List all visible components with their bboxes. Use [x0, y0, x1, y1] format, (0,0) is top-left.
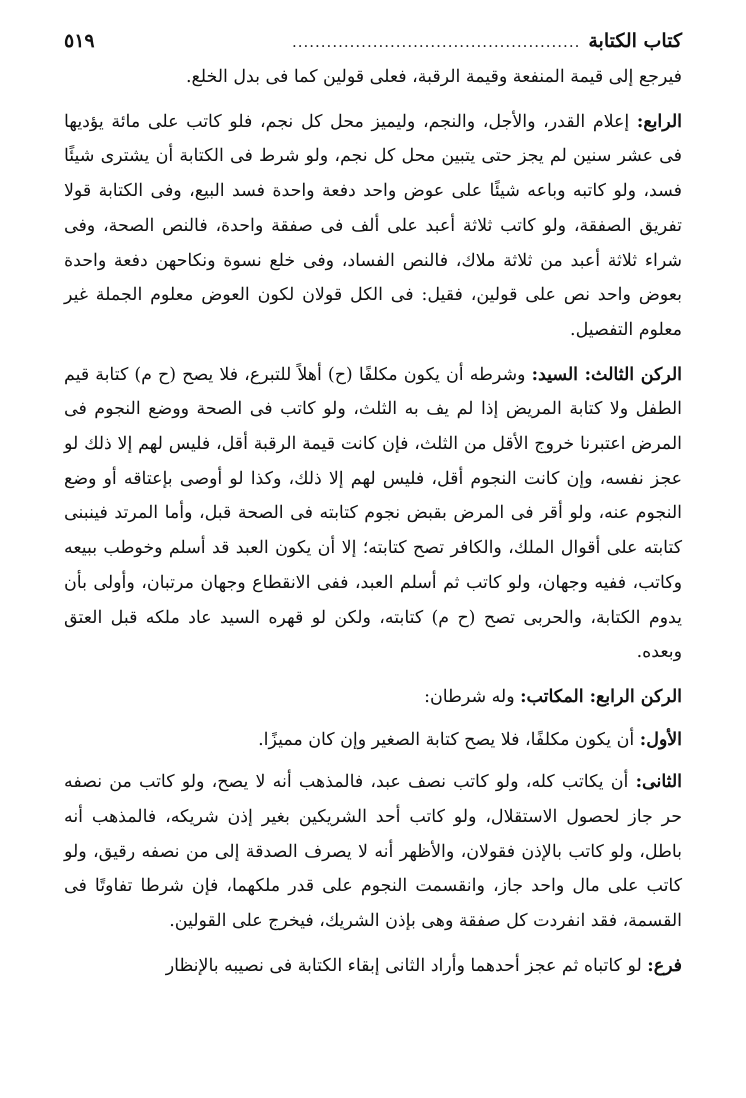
paragraph-text: إعلام القدر، والأجل، والنجم، وليميز محل كل نجم، فلو كاتب على مائة يؤديها فى عشر سنين لم يجز حتى يتبين محل كل نجم، ولو شرط فى الكتابة أن يشترى شيئًا فسد، ولو كاتبه وباعه شيئًا على عوض واحد دفعة واحدة فسد البيع، وفى الكتابة قولا تفريق الصفقة، ولو كاتب ثلاثة أعبد على ألف فى صفقة واحدة، فالنص الصحة، وفى شراء ثلاثة أعبد من ثلاثة ملاك، فالنص الفساد، وفى خلع نسوة ونكاحهن دفعة واحدة بعوض واحد نص على قولين، فقيل: فى الكل قولان لكون العوض معلوم الجملة غير معلوم التفصيل. [64, 111, 682, 340]
paragraph-heading: فرع: [647, 955, 682, 976]
paragraph-second-condition [64, 765, 682, 939]
paragraph-text: لو كاتباه ثم عجز أحدهما وأراد الثانى إبقاء الكتابة فى نصيبه بالإنظار [165, 955, 648, 976]
paragraph-fourth-condition [64, 105, 682, 348]
paragraph-heading: الركن الرابع: المكاتب: [520, 686, 682, 707]
paragraph-text: أن يكون مكلفًا، فلا يصح كتابة الصغير وإن كان مميزًا. [258, 729, 640, 750]
chapter-title: كتاب الكتابة [588, 30, 682, 52]
paragraph-text: وله شرطان: [424, 686, 521, 707]
paragraph-branch [64, 949, 682, 984]
paragraph-text: أن يكاتب كله، ولو كاتب نصف عبد، فالمذهب أنه لا يصح، ولو كاتب من نصفه حر جاز لحصول الاستقلال، ولو كاتب أحد الشريكين بغير إذن شريكه، فالمذهب أنه باطل، ولو كاتب بالإذن فقولان، والأظهر أنه لا يصرف الصدقة إلى من نصفه رقيق، ولو كاتب على مال واحد جاز، وانقسمت النجوم على قدر ملكهما، فإن شرطا تفاوتًا فى القسمة، فقد انفردت كل صفقة وهى بإذن الشريك، فيخرج على القولين. [64, 772, 682, 932]
running-head [64, 26, 682, 60]
paragraph-first-condition [64, 723, 682, 758]
paragraph-fourth-pillar [64, 680, 682, 715]
paragraph-heading: الأول: [639, 729, 682, 750]
leader-dots: .................................................. [291, 33, 581, 51]
page-number: ٥١٩ [64, 30, 95, 52]
paragraph-text: فيرجع إلى قيمة المنفعة وقيمة الرقبة، فعلى قولين كما فى بدل الخلع. [185, 67, 682, 87]
paragraph-continuation [64, 60, 682, 95]
paragraph-heading: الرابع: [636, 111, 682, 132]
paragraph-heading: الركن الثالث: السيد: [531, 364, 682, 385]
paragraph-third-pillar [64, 358, 682, 670]
paragraph-heading: الثانى: [635, 772, 682, 793]
paragraph-text: وشرطه أن يكون مكلفًا (ح) أهلاً للتبرع، فلا يصح (ح م) كتابة قيم الطفل ولا كتابة المريض إذا لم يف به الثلث، ولو كاتب فى الصحة ووضع النجوم فى المرض اعتبرنا خروج الأقل من الثلث، فإن كانت قيمة الرقبة أقل، فليس لهم إلا ذلك لو عجز نفسه، وإن كانت النجوم أقل، فليس لهم إلا ذلك، وكذا لو أوصى بإعتاقه أو وضع النجوم عنه، ولو أقر فى المرض بقبض نجوم كتابته فى الصحة قبل، وأما المرتد فينبنى كتابته على أقوال الملك، والكافر تصح كتابته؛ إلا أن يكون العبد قد أسلم وخوطب ببيعه وكاتب، ففيه وجهان، ولو كاتب ثم أسلم العبد، ففى الانقطاع وجهان مرتبان، وأولى بأن يدوم الكتابة، والحربى تصح (ح م) كتابته، ولكن لو قهره السيد عاد ملكه قبل العتق وبعده. [64, 364, 682, 663]
body-text [64, 60, 682, 984]
